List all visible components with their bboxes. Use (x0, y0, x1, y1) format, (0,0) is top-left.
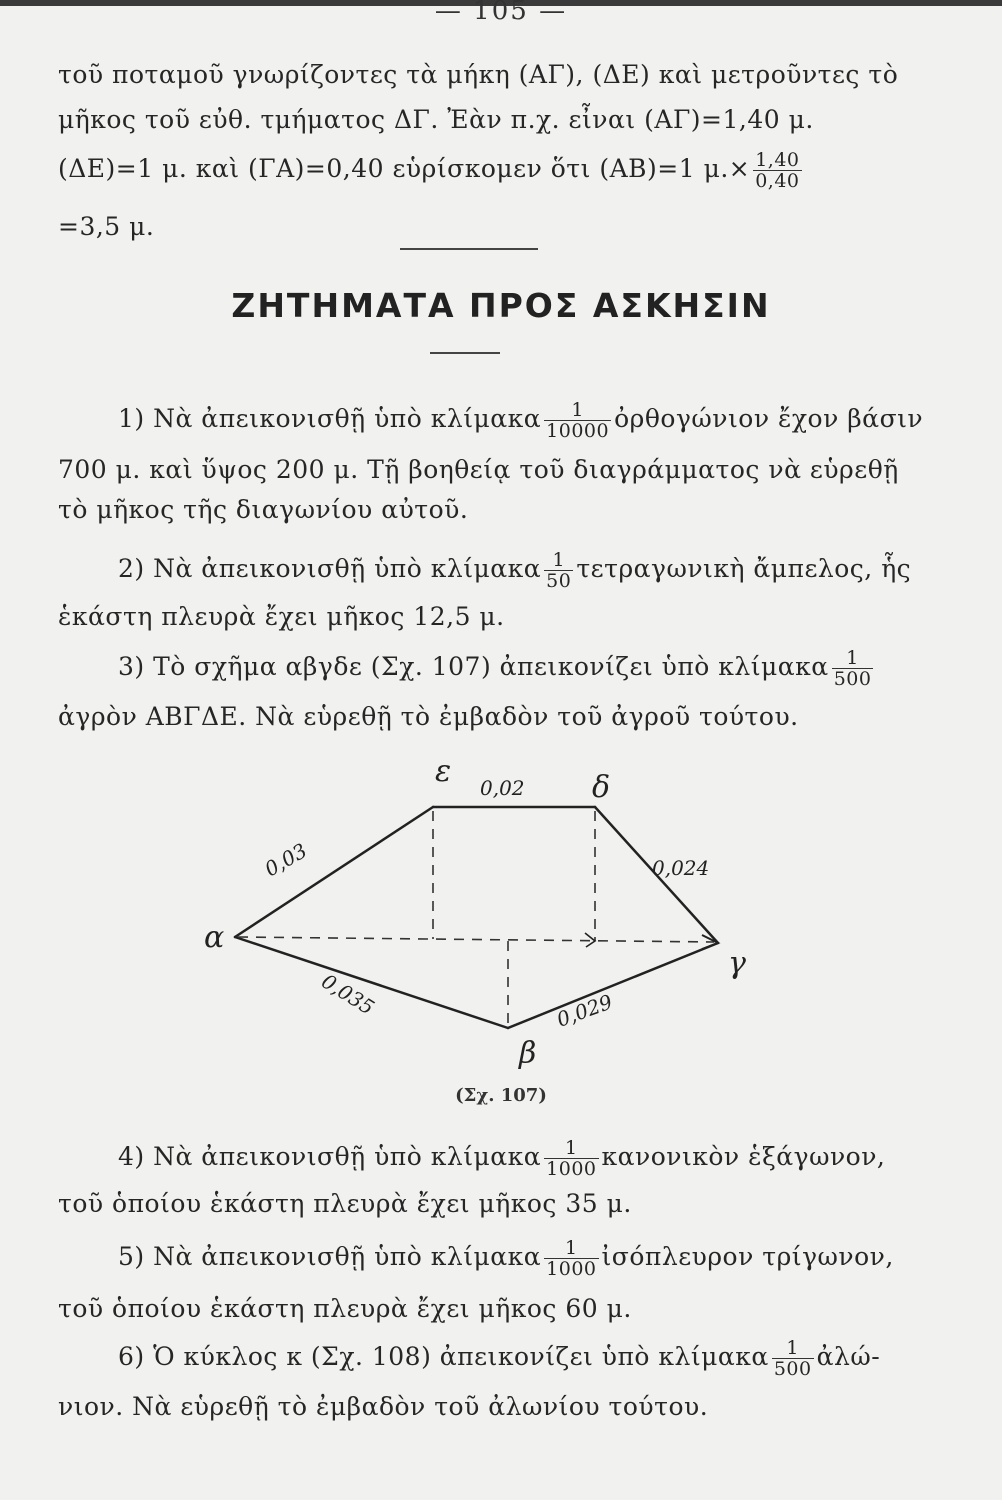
vertex-label-epsilon: ε (435, 754, 452, 789)
measure-epsilon-delta: 0,02 (480, 776, 525, 800)
measure-alpha-beta: 0,035 (317, 968, 379, 1020)
exercise-3-scale (832, 648, 874, 689)
edge-beta-gamma (508, 943, 718, 1028)
exercise-4-text-a: 4) Νὰ ἀπεικονισθῇ ὑπὸ κλίμακα (118, 1142, 542, 1171)
fraction-denominator: 0,40 (755, 170, 800, 192)
diagonal-alpha-gamma (238, 937, 714, 942)
exercise-2-scale (544, 550, 573, 591)
exercise-3-line-2: ἀγρὸν ΑΒΓΔΕ. Νὰ εὑρεθῇ τὸ ἐμβαδὸν τοῦ ἀγροῦ τούτου. (58, 702, 799, 731)
exercise-5-line-2: τοῦ ὁποίου ἑκάστη πλευρὰ ἔχει μῆκος 60 μ. (58, 1294, 632, 1323)
exercise-5-scale (544, 1238, 598, 1279)
intro-line-2: μῆκος τοῦ εὐθ. τμήματος ΔΓ. Ἐὰν π.χ. εἶναι (ΑΓ)=1,40 μ. (58, 105, 814, 134)
intro-fraction (753, 150, 801, 191)
exercise-2-text-a: 2) Νὰ ἀπεικονισθῇ ὑπὸ κλίμακα (118, 554, 542, 583)
fraction-numerator: 1 (544, 400, 611, 421)
fraction-numerator: 1 (772, 1338, 814, 1359)
edge-alpha-beta (235, 937, 508, 1028)
exercise-5-text-a: 5) Νὰ ἀπεικονισθῇ ὑπὸ κλίμακα (118, 1242, 542, 1271)
fraction-numerator: 1 (832, 648, 874, 669)
intro-line-4: =3,5 μ. (58, 212, 155, 241)
exercise-5-line-1 (118, 1238, 894, 1279)
separator-rule (400, 248, 538, 250)
vertex-label-alpha: α (204, 920, 225, 955)
exercise-6-text-b: ἀλώ- (816, 1342, 881, 1371)
fraction-denominator: 1000 (546, 1158, 597, 1180)
exercise-1-text-b: ὀρθογώνιον ἔχον βάσιν (614, 404, 924, 433)
exercise-3-line-1 (118, 648, 876, 689)
measure-delta-gamma: 0,024 (652, 856, 710, 880)
exercise-4-scale (544, 1138, 598, 1179)
edge-alpha-epsilon (235, 807, 433, 937)
heading-underline (430, 352, 500, 354)
exercise-1-line-2: 700 μ. καὶ ὕψος 200 μ. Τῇ βοηθείᾳ τοῦ διαγράμματος νὰ εὑρεθῇ (58, 455, 899, 484)
exercise-1-line-3: τὸ μῆκος τῆς διαγωνίου αὐτοῦ. (58, 495, 469, 524)
vertex-label-gamma: γ (728, 946, 746, 981)
intro-line-1: τοῦ ποταμοῦ γνωρίζοντες τὰ μήκη (ΑΓ), (ΔΕ) καὶ μετροῦντες τὸ (58, 60, 899, 89)
figure-caption: (Σχ. 107) (455, 1085, 547, 1106)
exercise-2-line-2: ἑκάστη πλευρὰ ἔχει μῆκος 12,5 μ. (58, 602, 505, 631)
exercise-4-line-1 (118, 1138, 885, 1179)
fraction-numerator: 1 (544, 1138, 598, 1159)
intro-line-3 (58, 150, 805, 191)
exercise-4-text-b: κανονικὸν ἑξάγωνον, (601, 1142, 886, 1171)
exercise-2-text-b: τετραγωνικὴ ἄμπελος, ἧς (576, 554, 912, 583)
exercise-5-text-b: ἰσόπλευρον τρίγωνον, (601, 1242, 894, 1271)
exercise-6-line-1 (118, 1338, 880, 1379)
exercise-1-text-a: 1) Νὰ ἀπεικονισθῇ ὑπὸ κλίμακα (118, 404, 542, 433)
measure-alpha-epsilon: 0,03 (260, 838, 312, 882)
fraction-denominator: 500 (833, 668, 872, 690)
fraction-denominator: 1000 (546, 1258, 597, 1280)
vertex-label-delta: δ (592, 770, 611, 805)
exercise-2-line-1 (118, 550, 911, 591)
exercise-6-scale (772, 1338, 814, 1379)
fraction-denominator: 10000 (546, 420, 610, 442)
measure-beta-gamma: 0,029 (553, 989, 616, 1032)
intro-line-3-text: (ΔΕ)=1 μ. καὶ (ΓΑ)=0,40 εὑρίσκομεν ὅτι (ΑΒ)=1 μ.× (58, 154, 751, 183)
fraction-numerator: 1,40 (755, 149, 800, 171)
fraction-numerator: 1 (544, 1238, 598, 1259)
page-number: — 105 — (434, 0, 568, 26)
fraction-denominator: 50 (546, 570, 572, 592)
section-heading: ΖΗΤΗΜΑΤΑ ΠΡΟΣ ΑΣΚΗΣΙΝ (231, 286, 771, 325)
exercise-4-line-2: τοῦ ὁποίου ἑκάστη πλευρὰ ἔχει μῆκος 35 μ. (58, 1189, 632, 1218)
exercise-6-text-a: 6) Ὁ κύκλος κ (Σχ. 108) ἀπεικονίζει ὑπὸ κλίμακα (118, 1342, 769, 1371)
fraction-numerator: 1 (544, 550, 573, 571)
figure-107 (190, 745, 760, 1080)
exercise-6-line-2: νιον. Νὰ εὑρεθῇ τὸ ἐμβαδὸν τοῦ ἀλωνίου τούτου. (58, 1392, 709, 1421)
exercise-3-text-a: 3) Τὸ σχῆμα αβγδε (Σχ. 107) ἀπεικονίζει ὑπὸ κλίμακα (118, 652, 829, 681)
fraction-denominator: 500 (773, 1358, 812, 1380)
vertex-label-beta: β (519, 1036, 537, 1071)
exercise-1-line-1 (118, 400, 923, 441)
exercise-1-scale (544, 400, 611, 441)
